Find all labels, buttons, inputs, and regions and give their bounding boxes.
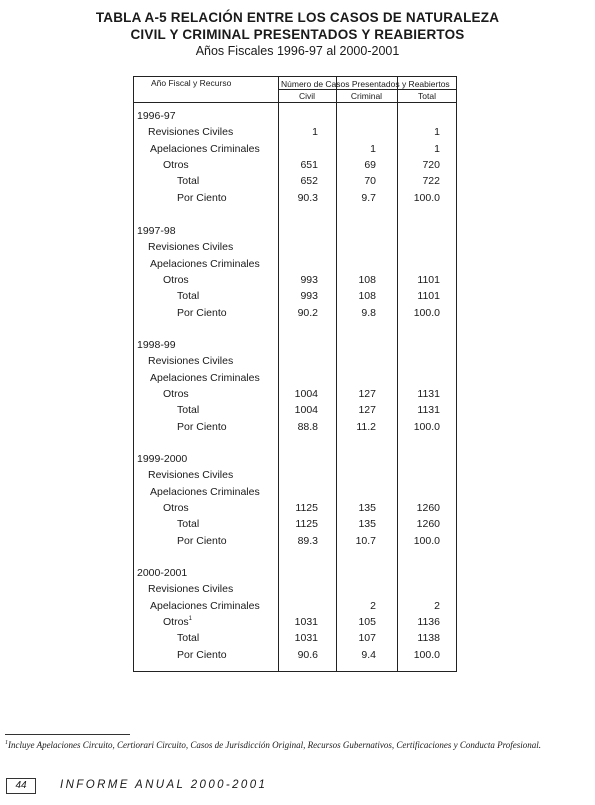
cell-criminal: 135 [358,501,376,514]
cell-civil: 993 [300,273,318,286]
row-label: Apelaciones Criminales [150,257,260,270]
row-label: Total [177,632,200,645]
column-divider-3 [397,76,398,672]
cell-criminal: 108 [358,273,376,286]
cell-civil: 652 [300,175,318,188]
cell-total: 100.0 [413,306,440,319]
year-label: 1998-99 [137,339,176,351]
cell-civil: 1004 [294,404,318,417]
cell-civil: 88.8 [297,420,318,433]
cell-total: 100.0 [413,534,440,547]
cell-civil: 90.6 [297,648,318,661]
cell-total: 1260 [416,518,440,531]
cell-total: 100.0 [413,191,440,204]
row-label: Apelaciones Criminales [150,371,260,384]
cell-civil: 1125 [295,501,318,514]
cell-civil: 89.3 [297,534,318,547]
row-label: Otros [163,387,189,400]
cell-civil: 90.2 [297,306,318,319]
cell-criminal: 9.4 [361,648,376,661]
cell-criminal: 127 [358,387,376,400]
table-title-line-1: TABLA A-5 RELACIÓN ENTRE LOS CASOS DE NATURALEZA [95,10,500,25]
cell-criminal: 135 [358,518,376,531]
row-label: Otros [163,158,189,171]
row-label: Revisiones Civiles [148,126,234,139]
cell-criminal: 1 [370,142,376,155]
header-total: Total [418,91,436,101]
footnote-rule [5,734,130,735]
row-label: Revisiones Civiles [148,241,234,254]
row-label: Apelaciones Criminales [150,485,260,498]
header-criminal: Criminal [350,91,383,101]
cell-criminal: 11.2 [356,420,376,433]
row-label: Otros [163,501,189,514]
page-number: 44 [6,778,36,794]
cell-civil: 1031 [294,632,318,645]
year-label: 1999-2000 [137,453,188,465]
cell-total: 1136 [417,615,440,628]
cell-criminal: 9.8 [361,306,376,319]
row-label: Total [177,404,200,417]
row-label: Revisiones Civiles [148,583,234,596]
cell-criminal: 2 [370,599,376,612]
cell-civil: 90.3 [297,191,318,204]
row-label: Apelaciones Criminales [150,599,260,612]
header-bottom-rule [133,102,457,103]
row-label: Por Ciento [177,306,227,319]
row-label: Revisiones Civiles [148,469,234,482]
year-label: 1997-98 [137,225,176,237]
row-label [163,616,192,629]
column-divider-2 [336,76,337,672]
cell-total: 100.0 [413,648,440,661]
header-year-resource: Año Fiscal y Recurso [151,78,232,88]
row-label: Total [177,290,200,303]
cell-civil: 1125 [295,518,318,531]
cell-criminal: 107 [358,632,376,645]
cell-total: 720 [422,158,440,171]
row-label: Por Ciento [177,648,227,661]
cell-criminal: 9.7 [361,191,376,204]
cell-total: 2 [434,599,440,612]
cell-civil: 1031 [294,615,318,628]
row-label: Por Ciento [177,191,227,204]
cell-criminal: 70 [364,175,376,188]
year-label: 2000-2001 [137,567,188,579]
cell-total: 1260 [416,501,440,514]
row-label: Total [177,175,200,188]
cell-civil: 993 [300,290,318,303]
cell-total: 722 [422,175,440,188]
cell-criminal: 127 [358,404,376,417]
cell-criminal: 69 [364,158,376,171]
cell-criminal: 108 [358,290,376,303]
row-label: Por Ciento [177,534,227,547]
column-divider-1 [278,76,279,672]
row-label: Total [177,518,200,531]
cell-criminal: 105 [358,615,376,628]
footnote-marker: 1 [5,740,8,746]
cell-criminal: 10.7 [355,534,376,547]
row-label: Otros [163,273,189,286]
cell-total: 1 [434,126,440,139]
cell-total: 1101 [417,273,440,286]
year-label: 1996-97 [137,110,176,122]
header-group-rule [278,89,457,90]
cell-civil: 1004 [294,387,318,400]
footnote-ref-marker: 1 [188,615,193,622]
row-label: Revisiones Civiles [148,355,234,368]
cell-total: 1131 [417,387,440,400]
cell-civil: 1 [312,126,318,139]
cell-total: 1101 [417,290,440,303]
table-subtitle: Años Fiscales 1996-97 al 2000-2001 [195,44,400,58]
row-label: Apelaciones Criminales [150,142,260,155]
cell-total: 1131 [417,404,440,417]
header-group: Número de Casos Presentados y Reabiertos [281,79,450,89]
row-label: Por Ciento [177,420,227,433]
report-title: INFORME ANUAL 2000-2001 [60,779,268,791]
row-label-text: Otros [163,615,189,628]
cell-total: 1138 [417,632,440,645]
footnote-text: Incluye Apelaciones Circuito, Certiorari Circuito, Casos de Jurisdicción Original, Recursos Gubernativos, Certificaciones y Conducta Profesional. [8,740,542,750]
cell-total: 1 [434,142,440,155]
table-title-line-2: CIVIL Y CRIMINAL PRESENTADOS Y REABIERTOS [130,27,465,42]
footnote [5,740,590,751]
cell-civil: 651 [300,158,318,171]
header-civil: Civil [298,91,316,101]
cell-total: 100.0 [413,420,440,433]
